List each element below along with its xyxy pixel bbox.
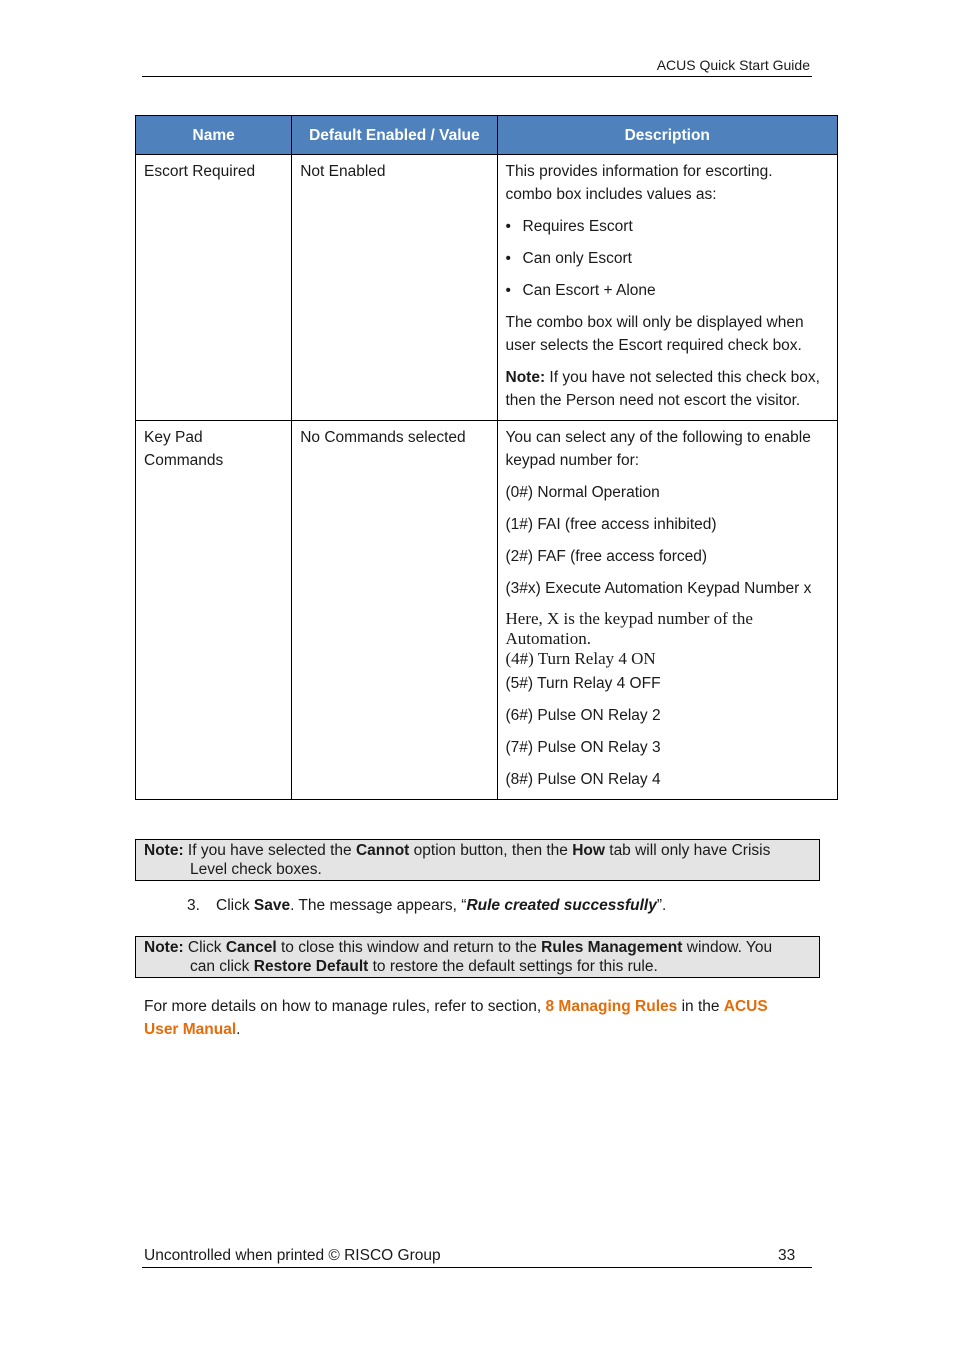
column-header-name: Name: [136, 116, 292, 155]
footer-page-number: 33: [778, 1247, 796, 1264]
table-header-row: [136, 116, 838, 155]
note-box-cannot-option: [135, 839, 820, 881]
note-bold-term: Restore Default: [253, 958, 369, 975]
note-bold-term: Cannot: [355, 842, 410, 859]
document-header-title: ACUS Quick Start Guide: [656, 57, 810, 73]
note-text: can click: [190, 958, 254, 975]
desc-note: [506, 366, 830, 412]
note-text: option button, then the: [409, 842, 573, 859]
keypad-intro: You can select any of the following to enable keypad number for:: [505, 429, 811, 469]
cell-default: Not Enabled: [292, 155, 497, 421]
column-header-default: Default Enabled / Value: [292, 116, 497, 155]
cell-name: Escort Required: [136, 155, 292, 421]
note-bold-term: Rules Management: [541, 939, 683, 956]
cell-name: Key Pad Commands: [136, 421, 292, 800]
step-text: Click: [216, 897, 254, 914]
note-text: to restore the default settings for this rule.: [368, 958, 658, 975]
keypad-command-item: (5#) Turn Relay 4 OFF: [505, 675, 661, 692]
note-line-2: Level check boxes.: [190, 861, 322, 878]
step-text: ”.: [656, 897, 667, 914]
keypad-command-item: (6#) Pulse ON Relay 2: [505, 707, 661, 724]
keypad-command-item: (0#) Normal Operation: [505, 484, 660, 501]
note-text: If you have not selected this check box, then the Person need not escort the visitor.: [505, 369, 820, 409]
keypad-command-item: (7#) Pulse ON Relay 3: [505, 739, 661, 756]
link-managing-rules[interactable]: 8 Managing Rules: [545, 998, 678, 1015]
keypad-command-item: (1#) FAI (free access inhibited): [505, 516, 717, 533]
desc-combo-display: The combo box will only be displayed when user selects the Escort required check box.: [505, 314, 804, 354]
note-label: Note:: [144, 842, 184, 859]
keypad-command-item: (3#x) Execute Automation Keypad Number x: [505, 580, 812, 597]
keypad-explanation: Here, X is the keypad number of the Automation.: [505, 609, 753, 648]
step-message: Rule created successfully: [466, 897, 657, 914]
more-details-paragraph: [144, 995, 804, 1041]
note-bold-term: Cancel: [225, 939, 277, 956]
note-text: window. You: [682, 939, 773, 956]
note-line-1: [144, 938, 812, 957]
note-line-1: [144, 841, 812, 860]
note-label: Note:: [505, 369, 546, 386]
link-acus-user-manual[interactable]: ACUS User Manual: [144, 998, 768, 1038]
note-box-cancel: [135, 936, 820, 978]
footer-divider: [142, 1267, 812, 1268]
keypad-command-item: (2#) FAF (free access forced): [505, 548, 708, 565]
note-label: Note:: [144, 939, 184, 956]
keypad-command-item: (8#) Pulse ON Relay 4: [505, 771, 661, 788]
step-bold-term: Save: [253, 897, 291, 914]
paragraph-text: For more details on how to manage rules, refer to section,: [144, 998, 546, 1015]
note-line-2: [144, 957, 812, 976]
step-text: . The message appears, “: [290, 897, 467, 914]
note-text: to close this window and return to the: [276, 939, 542, 956]
keypad-command-item: (4#) Turn Relay 4 ON: [505, 649, 656, 668]
table-row-keypad-commands: [136, 421, 838, 800]
bullet-item: • Can Escort + Alone: [506, 279, 830, 302]
cell-description: [497, 155, 838, 421]
note-text: tab will only have Crisis: [604, 842, 771, 859]
step-3: [187, 897, 666, 915]
paragraph-text: .: [236, 1021, 241, 1038]
table-row-escort-required: [136, 155, 838, 421]
desc-intro-line-2: combo box includes values as:: [505, 186, 717, 203]
step-number: 3.: [187, 897, 200, 914]
bullet-item: • Requires Escort: [506, 215, 830, 238]
note-bold-term: How: [572, 842, 605, 859]
cell-description: [497, 421, 838, 800]
settings-table: [135, 115, 838, 800]
footer-copyright: Uncontrolled when printed © RISCO Group: [144, 1247, 441, 1264]
bullet-item: • Can only Escort: [506, 247, 830, 270]
note-text: If you have selected the: [183, 842, 356, 859]
header-divider: [142, 76, 812, 77]
note-text: Click: [183, 939, 226, 956]
cell-default: No Commands selected: [292, 421, 497, 800]
paragraph-text: in the: [677, 998, 724, 1015]
column-header-description: Description: [497, 116, 838, 155]
desc-intro-line-1: This provides information for escorting.: [505, 163, 773, 180]
